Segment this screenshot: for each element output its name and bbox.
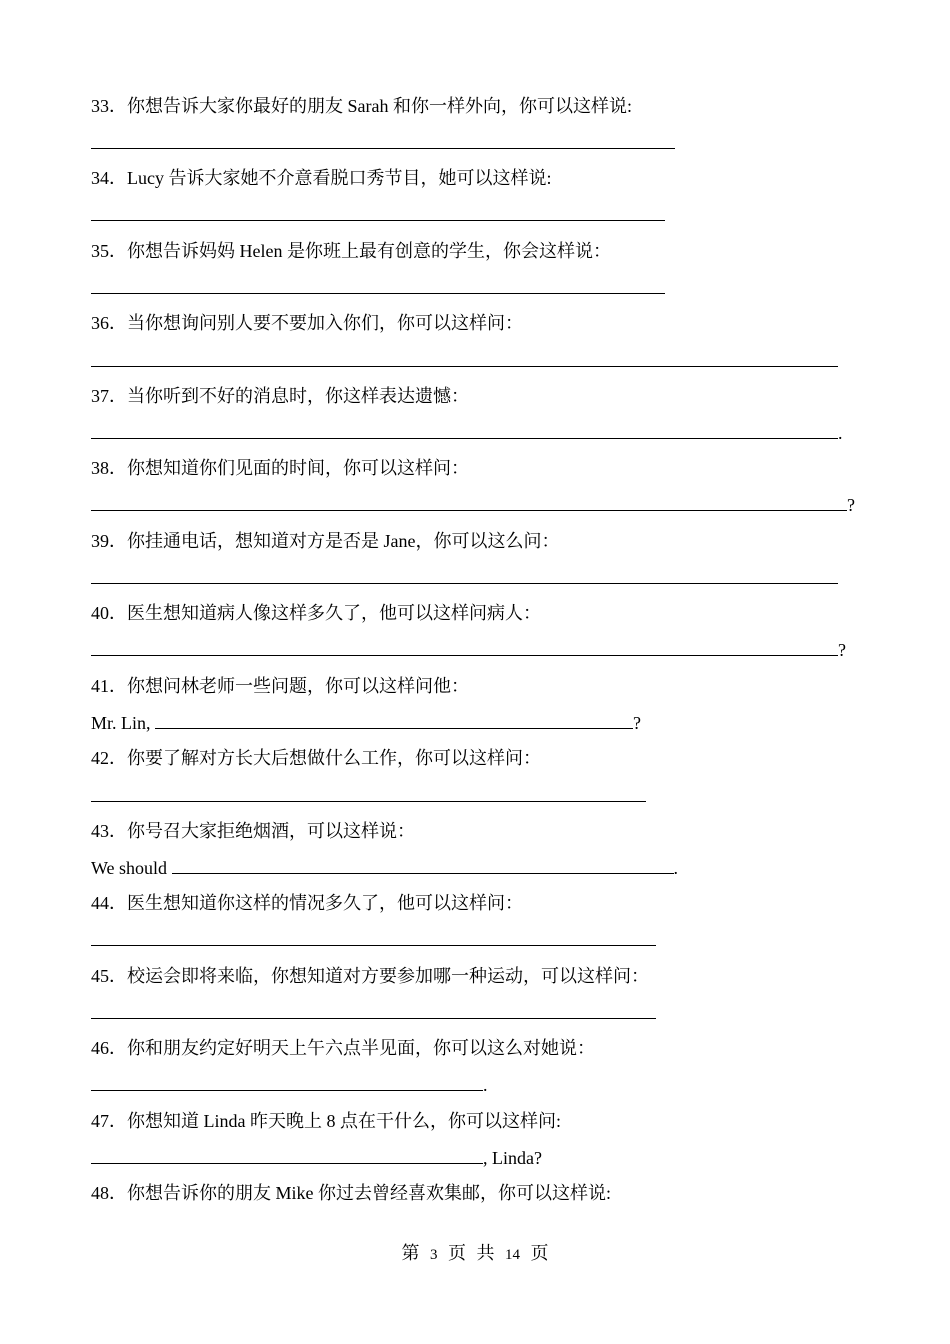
question-41-answer-line[interactable] bbox=[91, 710, 641, 735]
answer-blank[interactable] bbox=[91, 565, 838, 584]
question-37-prompt: 37．当你听到不好的消息时，你这样表达遗憾： bbox=[91, 386, 469, 406]
question-45-prompt: 45．校运会即将来临，你想知道对方要参加哪一种运动，可以这样问： bbox=[91, 966, 649, 986]
question-47-answer-line[interactable] bbox=[91, 1145, 542, 1170]
page-footer bbox=[0, 1241, 950, 1267]
answer-blank[interactable] bbox=[91, 492, 847, 511]
question-39-answer-line[interactable] bbox=[91, 565, 838, 590]
question-37-answer-line[interactable] bbox=[91, 420, 843, 445]
answer-blank[interactable] bbox=[91, 275, 665, 294]
question-47-prompt: 47．你想知道 Linda 昨天晚上 8 点在干什么，你可以这样问: bbox=[91, 1111, 561, 1131]
footer-page-label: 第 bbox=[401, 1243, 420, 1263]
question-48-prompt: 48．你想告诉你的朋友 Mike 你过去曾经喜欢集邮，你可以这样说: bbox=[91, 1183, 611, 1203]
answer-blank[interactable] bbox=[91, 1072, 483, 1091]
answer-blank[interactable] bbox=[91, 637, 838, 656]
question-35-answer-line[interactable] bbox=[91, 275, 665, 300]
answer-blank[interactable] bbox=[155, 710, 633, 729]
answer-suffix: , Linda? bbox=[483, 1148, 542, 1168]
answer-blank[interactable] bbox=[172, 855, 674, 874]
footer-page-number: 3 bbox=[430, 1247, 438, 1263]
answer-suffix: . bbox=[673, 858, 679, 878]
question-38-answer-line[interactable] bbox=[91, 492, 855, 517]
answer-suffix: . bbox=[483, 1075, 488, 1095]
question-36-prompt: 36．当你想询问别人要不要加入你们，你可以这样问： bbox=[91, 313, 523, 333]
question-45-answer-line[interactable] bbox=[91, 1000, 656, 1025]
answer-blank[interactable] bbox=[91, 420, 838, 439]
answer-suffix: ? bbox=[838, 640, 846, 660]
question-33-prompt: 33．你想告诉大家你最好的朋友 Sarah 和你一样外向，你可以这样说: bbox=[91, 96, 632, 116]
question-35-prompt: 35．你想告诉妈妈 Helen 是你班上最有创意的学生，你会这样说： bbox=[91, 241, 611, 261]
footer-total-label: 共 bbox=[476, 1243, 495, 1263]
question-38-prompt: 38．你想知道你们见面的时间，你可以这样问： bbox=[91, 458, 469, 478]
question-41-prompt: 41．你想问林老师一些问题，你可以这样问他： bbox=[91, 676, 469, 696]
question-40-prompt: 40．医生想知道病人像这样多久了，他可以这样问病人： bbox=[91, 603, 541, 623]
answer-suffix: ? bbox=[847, 495, 855, 515]
answer-blank[interactable] bbox=[91, 348, 838, 367]
question-46-prompt: 46．你和朋友约定好明天上午六点半见面，你可以这么对她说： bbox=[91, 1038, 595, 1058]
footer-page-word: 页 bbox=[448, 1243, 466, 1263]
answer-blank[interactable] bbox=[91, 783, 646, 802]
answer-blank[interactable] bbox=[91, 1000, 656, 1019]
answer-prefix: Mr. Lin, bbox=[91, 713, 156, 733]
question-39-prompt: 39．你挂通电话，想知道对方是否是 Jane，你可以这么问： bbox=[91, 531, 560, 551]
question-46-answer-line[interactable] bbox=[91, 1072, 488, 1097]
answer-prefix: We should bbox=[91, 858, 172, 878]
question-42-answer-line[interactable] bbox=[91, 783, 646, 808]
question-34-prompt: 34．Lucy 告诉大家她不介意看脱口秀节目，她可以这样说: bbox=[91, 168, 552, 188]
answer-suffix: ? bbox=[633, 713, 642, 733]
question-40-answer-line[interactable] bbox=[91, 637, 846, 662]
answer-blank[interactable] bbox=[91, 927, 656, 946]
question-42-prompt: 42．你要了解对方长大后想做什么工作，你可以这样问： bbox=[91, 748, 541, 768]
answer-suffix: . bbox=[838, 423, 843, 443]
footer-total-word: 页 bbox=[530, 1243, 549, 1263]
question-43-answer-line[interactable] bbox=[91, 855, 678, 880]
question-44-answer-line[interactable] bbox=[91, 927, 656, 952]
answer-blank[interactable] bbox=[91, 202, 665, 221]
answer-blank[interactable] bbox=[91, 1145, 483, 1164]
question-33-answer-line[interactable] bbox=[91, 130, 675, 155]
footer-total-pages: 14 bbox=[505, 1247, 520, 1263]
question-44-prompt: 44．医生想知道你这样的情况多久了，他可以这样问： bbox=[91, 893, 523, 913]
question-43-prompt: 43．你号召大家拒绝烟酒，可以这样说： bbox=[91, 821, 415, 841]
answer-blank[interactable] bbox=[91, 130, 675, 149]
question-34-answer-line[interactable] bbox=[91, 202, 665, 227]
question-36-answer-line[interactable] bbox=[91, 348, 838, 373]
